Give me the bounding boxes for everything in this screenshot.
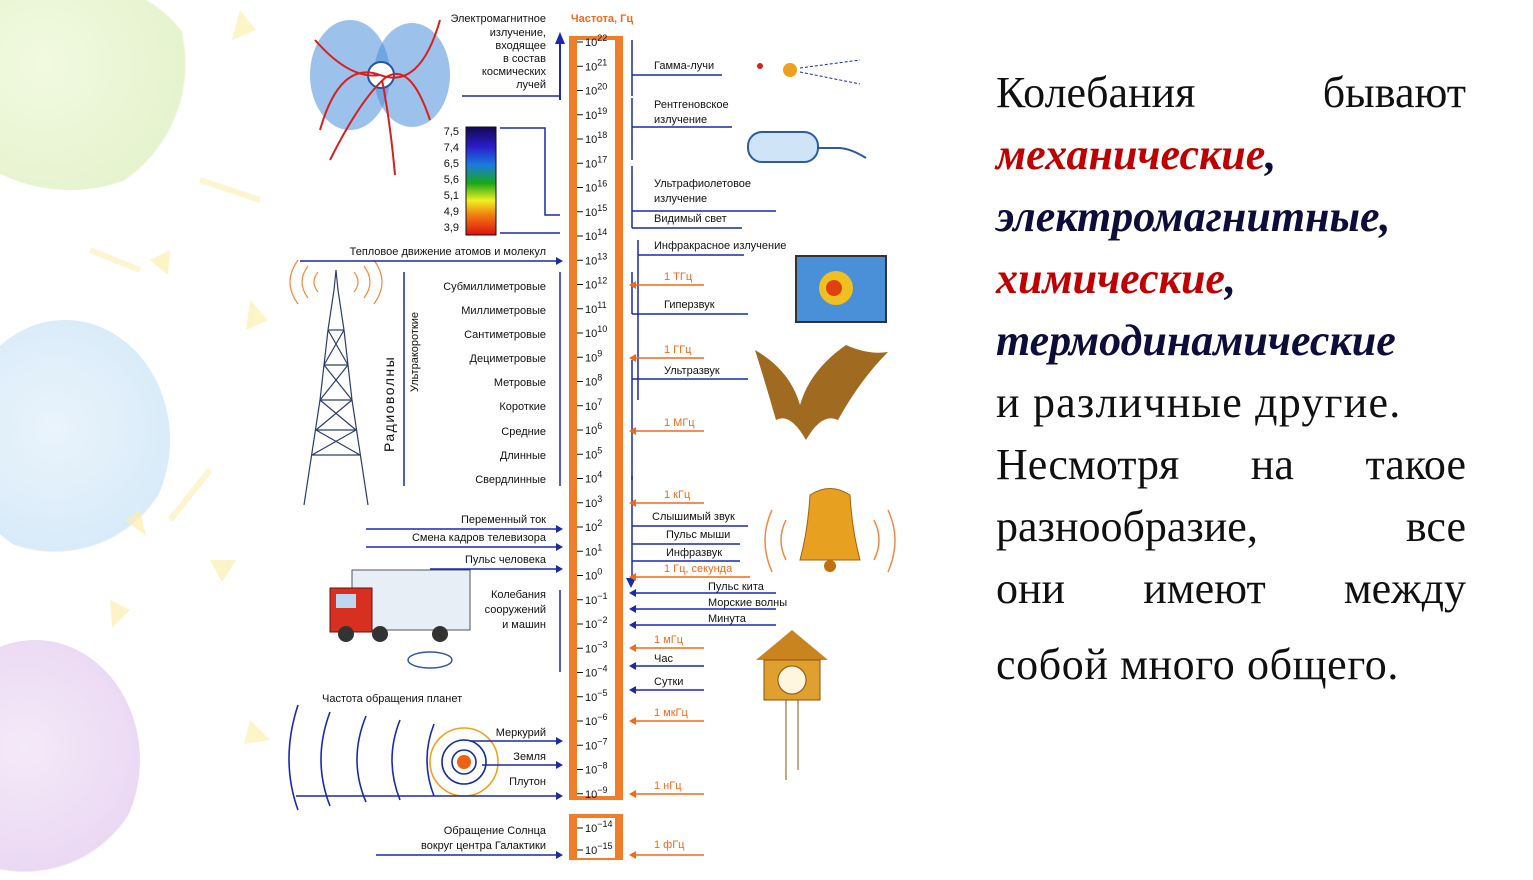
axis-tick-label: $10^{10}$: [585, 324, 608, 340]
svg-text:Пульс человека: Пульс человека: [464, 554, 546, 566]
term-electromagnetic: электромагнитные,: [996, 192, 1391, 241]
svg-text:Обращение Солнца: Обращение Солнца: [443, 825, 546, 837]
axis-tick-label: $10^9$: [585, 348, 603, 365]
svg-text:вокруг центра Галактики: вокруг центра Галактики: [421, 840, 546, 852]
text-line-5: [996, 310, 1466, 372]
axis-tick-label: $10^{16}$: [585, 178, 608, 195]
text-various-others: и различные другие.: [996, 378, 1402, 427]
svg-text:Слышимый звук: Слышимый звук: [652, 511, 735, 523]
word-such: такое: [1365, 440, 1466, 489]
spectrum-values: [444, 126, 459, 234]
axis-tick-label: $10^{-5}$: [585, 687, 608, 704]
bat-illustration: [755, 345, 888, 440]
low-frequency-left-labels: [412, 514, 547, 566]
xray-tube-illustration: [748, 132, 866, 162]
axis-lower-tick-label: $10^{-15}$: [585, 841, 613, 857]
axis-title: Частота, Гц: [570, 13, 634, 25]
axis-tick-label: $10^{11}$: [585, 299, 607, 316]
word-between: между: [1343, 564, 1466, 613]
svg-text:излучение,: излучение,: [489, 27, 546, 39]
axis-lower-tick-label: $10^{-14}$: [585, 819, 613, 835]
gamma-particle-illustration: [757, 60, 860, 84]
axis-tick-label: $10^{-6}$: [585, 712, 608, 728]
term-thermodynamic: термодинамические: [996, 316, 1396, 365]
term-chemical: химические: [996, 254, 1225, 303]
svg-text:Миллиметровые: Миллиметровые: [461, 305, 546, 317]
cosmic-ray-label: [450, 13, 546, 91]
word-have: имеют: [1143, 564, 1266, 613]
svg-text:Плутон: Плутон: [509, 776, 546, 788]
svg-text:Минута: Минута: [708, 613, 746, 625]
bell-illustration: [765, 489, 895, 573]
thermal-image-illustration: [796, 256, 886, 322]
svg-text:7,4: 7,4: [443, 142, 459, 154]
text-line-10: [996, 634, 1466, 696]
text-line-7: [996, 434, 1466, 496]
svg-text:сооружений: сооружений: [484, 604, 546, 616]
word-diversity: разнообразие,: [996, 502, 1258, 551]
radio-band-labels: [443, 281, 546, 486]
text-line-9: [996, 558, 1466, 620]
svg-text:Длинные: Длинные: [499, 450, 546, 462]
word-they: они: [996, 564, 1066, 613]
text-line-6: [996, 372, 1466, 434]
axis-tick-label: $10^{-4}$: [585, 663, 608, 680]
axis-tick-label: $10^7$: [585, 396, 603, 413]
axis-tick-label: $10^{19}$: [585, 105, 608, 122]
slide-body-text: [996, 62, 1466, 696]
cuckoo-clock-illustration: [756, 630, 828, 780]
svg-text:входящее: входящее: [495, 40, 546, 52]
text-much-in-common: собой много общего.: [996, 640, 1399, 689]
svg-text:Час: Час: [654, 653, 673, 665]
radio-tower-illustration: [290, 260, 382, 505]
sun-icon: [457, 755, 471, 769]
svg-text:и машин: и машин: [502, 619, 546, 631]
planet-labels: [496, 727, 546, 788]
axis-tick-label: $10^6$: [585, 421, 603, 437]
axis-tick-label: $10^{-9}$: [585, 784, 608, 801]
svg-text:Рентгеновское: Рентгеновское: [654, 99, 729, 111]
word-on: на: [1250, 440, 1294, 489]
svg-text:лучей: лучей: [516, 79, 546, 91]
svg-text:1 мГц: 1 мГц: [654, 634, 683, 646]
svg-text:Пульс мыши: Пульс мыши: [666, 529, 731, 541]
truck-illustration: [330, 570, 470, 668]
svg-text:Инфразвук: Инфразвук: [666, 547, 723, 559]
svg-text:5,1: 5,1: [443, 190, 459, 202]
axis-tick-label: $10^{13}$: [585, 251, 608, 268]
axis-tick-label: $10^{20}$: [585, 81, 608, 98]
svg-text:Колебания: Колебания: [490, 589, 546, 601]
axis-tick-label: $10^{-3}$: [585, 639, 608, 656]
svg-text:Ультрафиолетовое: Ультрафиолетовое: [654, 178, 752, 190]
svg-text:Свердлинные: Свердлинные: [475, 474, 546, 486]
svg-text:Ультразвук: Ультразвук: [664, 365, 720, 377]
thermal-arrow: [300, 257, 563, 265]
axis-tick-label: $10^5$: [585, 445, 603, 462]
axis-tick-label: $10^2$: [585, 518, 603, 534]
svg-text:1 Гц, секунда: 1 Гц, секунда: [664, 563, 733, 575]
axis-tick-label: $10^{15}$: [585, 202, 608, 219]
word-despite: Несмотря: [996, 440, 1180, 489]
svg-text:Сутки: Сутки: [654, 676, 684, 688]
radio-group-label: Радиоволны: [381, 355, 397, 452]
svg-text:Пульс кита: Пульс кита: [708, 581, 764, 593]
axis-tick-label: $10^{17}$: [585, 154, 608, 171]
text-line-8: [996, 496, 1466, 558]
svg-text:Земля: Земля: [513, 751, 546, 763]
axis-tick-label: $10^1$: [585, 542, 603, 559]
svg-text:Переменный ток: Переменный ток: [460, 514, 546, 526]
svg-text:излучение: излучение: [654, 114, 708, 126]
svg-text:космических: космических: [481, 66, 546, 78]
svg-text:7,5: 7,5: [443, 126, 459, 138]
svg-text:Видимый свет: Видимый свет: [654, 213, 727, 225]
word-all: все: [1405, 502, 1466, 551]
svg-text:1 МГц: 1 МГц: [664, 417, 695, 429]
ultrashort-group-label: Ультракороткие: [409, 312, 421, 392]
visible-spectrum-bar: [466, 127, 496, 235]
text-line-4: химические,: [996, 254, 1236, 303]
axis-tick-label: $10^3$: [585, 493, 603, 510]
frequency-scale-diagram: [280, 0, 920, 864]
word-oscillations: Колебания: [996, 68, 1196, 117]
axis-tick-label: $10^8$: [585, 372, 603, 389]
axis-tick-label: $10^0$: [585, 566, 603, 583]
axis-tick-label: $10^4$: [585, 469, 603, 486]
axis-tick-label: $10^{12}$: [585, 275, 608, 292]
svg-text:1 нГц: 1 нГц: [654, 780, 682, 792]
axis-tick-label: $10^{18}$: [585, 130, 608, 146]
svg-text:1 ГГц: 1 ГГц: [664, 344, 692, 356]
axis-tick-label: $10^{-2}$: [585, 615, 608, 631]
svg-text:Смена кадров телевизора: Смена кадров телевизора: [411, 532, 546, 544]
svg-text:Дециметровые: Дециметровые: [469, 353, 546, 365]
axis-tick-label: $10^{21}$: [585, 57, 608, 74]
sun-galaxy-label: [421, 825, 547, 852]
word-are: бывают: [1322, 68, 1466, 117]
svg-text:1 фГц: 1 фГц: [654, 839, 685, 851]
axis-tick-label: $10^{-8}$: [585, 760, 608, 777]
thermal-motion-label: Тепловое движение атомов и молекул: [349, 246, 546, 258]
svg-text:1 ТГц: 1 ТГц: [664, 271, 693, 283]
svg-text:3,9: 3,9: [443, 222, 459, 234]
svg-text:Меркурий: Меркурий: [495, 727, 546, 739]
svg-text:Инфракрасное излучение: Инфракрасное излучение: [654, 240, 787, 252]
svg-text:Короткие: Короткие: [499, 401, 546, 413]
svg-text:в состав: в состав: [502, 53, 546, 65]
svg-text:6,5: 6,5: [443, 158, 459, 170]
vibration-label: [485, 589, 546, 631]
svg-text:Средние: Средние: [501, 426, 546, 438]
axis-tick-label: $10^{-1}$: [585, 590, 608, 607]
svg-text:Гамма-лучи: Гамма-лучи: [654, 60, 715, 72]
text-line-2: механические,: [996, 130, 1277, 179]
svg-text:1 мкГц: 1 мкГц: [654, 707, 688, 719]
axis-tick-label: $10^{-7}$: [585, 736, 608, 753]
svg-text:1 кГц: 1 кГц: [664, 489, 691, 501]
text-line-1: [996, 62, 1466, 124]
cosmic-ray-illustration: [310, 20, 450, 175]
term-mechanical: механические: [996, 130, 1266, 179]
svg-text:Гиперзвук: Гиперзвук: [664, 299, 715, 311]
svg-text:5,6: 5,6: [443, 174, 459, 186]
svg-text:Морские волны: Морские волны: [708, 597, 788, 609]
svg-text:Субмиллиметровые: Субмиллиметровые: [443, 281, 546, 293]
svg-text:Сантиметровые: Сантиметровые: [464, 329, 546, 341]
svg-text:Электромагнитное: Электромагнитное: [450, 13, 546, 25]
axis-tick-label: $10^{14}$: [585, 227, 608, 243]
text-line-3: [996, 186, 1466, 248]
svg-text:4,9: 4,9: [443, 206, 459, 218]
svg-text:излучение: излучение: [654, 193, 708, 205]
background-confetti: [0, 0, 300, 864]
axis-tick-label: $10^{22}$: [585, 33, 608, 49]
planets-title: Частота обращения планет: [322, 693, 463, 705]
svg-text:Метровые: Метровые: [493, 377, 546, 389]
